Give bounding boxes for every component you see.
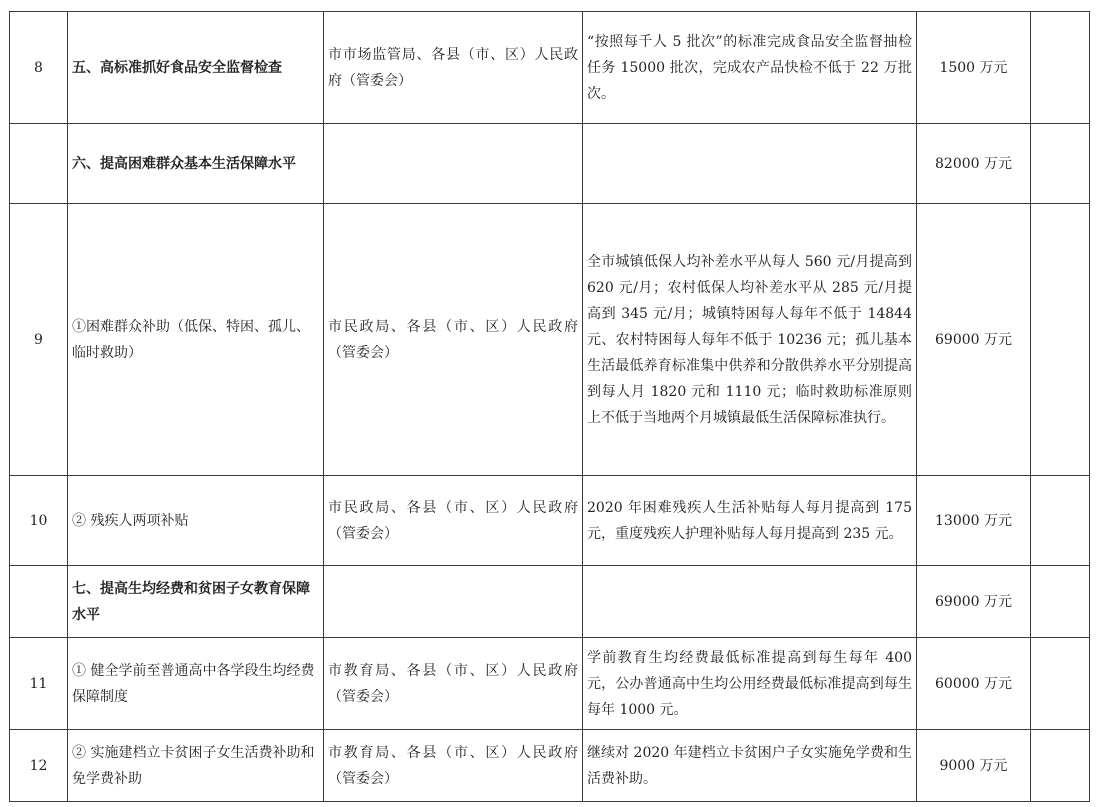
project-standard: “按照每千人 5 批次”的标准完成食品安全监督抽检任务 15000 批次，完成农产品快检不低于 22 万批次。 [583, 12, 917, 124]
project-item: ①困难群众补助（低保、特困、孤儿、临时救助） [68, 204, 324, 476]
responsible-department [324, 124, 583, 204]
remarks-cell [1031, 638, 1090, 730]
responsible-department: 市教育局、各县（市、区）人民政府（管委会） [324, 638, 583, 730]
responsible-department: 市民政局、各县（市、区）人民政府（管委会） [324, 204, 583, 476]
remarks-cell [1031, 730, 1090, 802]
responsible-department: 市市场监管局、各县（市、区）人民政府（管委会） [324, 12, 583, 124]
row-number: 9 [10, 204, 68, 476]
table-row [10, 730, 1090, 802]
project-standard: 学前教育生均经费最低标准提高到每生每年 400 元，公办普通高中生均公用经费最低标准提高到每生每年 1000 元。 [583, 638, 917, 730]
row-number: 12 [10, 730, 68, 802]
project-standard [583, 566, 917, 638]
project-item: ② 实施建档立卡贫困子女生活费补助和免学费补助 [68, 730, 324, 802]
funding-amount: 60000 万元 [917, 638, 1031, 730]
budget-table-sheet [9, 11, 1090, 802]
project-standard: 2020 年困难残疾人生活补贴每人每月提高到 175 元，重度残疾人护理补贴每人每月提高到 235 元。 [583, 476, 917, 566]
remarks-cell [1031, 12, 1090, 124]
row-number: 11 [10, 638, 68, 730]
section-heading: 七、提高生均经费和贫困子女教育保障水平 [68, 566, 324, 638]
funding-amount: 82000 万元 [917, 124, 1031, 204]
responsible-department [324, 566, 583, 638]
responsible-department: 市民政局、各县（市、区）人民政府（管委会） [324, 476, 583, 566]
project-item: ① 健全学前至普通高中各学段生均经费保障制度 [68, 638, 324, 730]
row-number [10, 124, 68, 204]
funding-amount: 1500 万元 [917, 12, 1031, 124]
remarks-cell [1031, 124, 1090, 204]
row-number [10, 566, 68, 638]
remarks-cell [1031, 566, 1090, 638]
livelihood-projects-table [9, 11, 1090, 802]
project-standard [583, 124, 917, 204]
section-heading: 六、提高困难群众基本生活保障水平 [68, 124, 324, 204]
row-number: 10 [10, 476, 68, 566]
project-item: 五、高标准抓好食品安全监督检查 [68, 12, 324, 124]
remarks-cell [1031, 476, 1090, 566]
table-row [10, 476, 1090, 566]
table-row [10, 12, 1090, 124]
funding-amount: 13000 万元 [917, 476, 1031, 566]
project-standard: 继续对 2020 年建档立卡贫困户子女实施免学费和生活费补助。 [583, 730, 917, 802]
table-row [10, 204, 1090, 476]
project-item: ② 残疾人两项补贴 [68, 476, 324, 566]
responsible-department: 市教育局、各县（市、区）人民政府（管委会） [324, 730, 583, 802]
table-row [10, 124, 1090, 204]
funding-amount: 69000 万元 [917, 204, 1031, 476]
table-row [10, 566, 1090, 638]
project-standard: 全市城镇低保人均补差水平从每人 560 元/月提高到 620 元/月；农村低保人均补差水平从 285 元/月提高到 345 元/月；城镇特困每人每年不低于 14844 元、农村特困每人每年不低于 10236 元；孤儿基本生活最低养育标准集中供养和分散供养水平分别提高到每人月 1820 元和 1110 元；临时救助标准原则上不低于当地两个月城镇最低生活保障标准执行。 [583, 204, 917, 476]
funding-amount: 9000 万元 [917, 730, 1031, 802]
row-number: 8 [10, 12, 68, 124]
funding-amount: 69000 万元 [917, 566, 1031, 638]
remarks-cell [1031, 204, 1090, 476]
table-row [10, 638, 1090, 730]
